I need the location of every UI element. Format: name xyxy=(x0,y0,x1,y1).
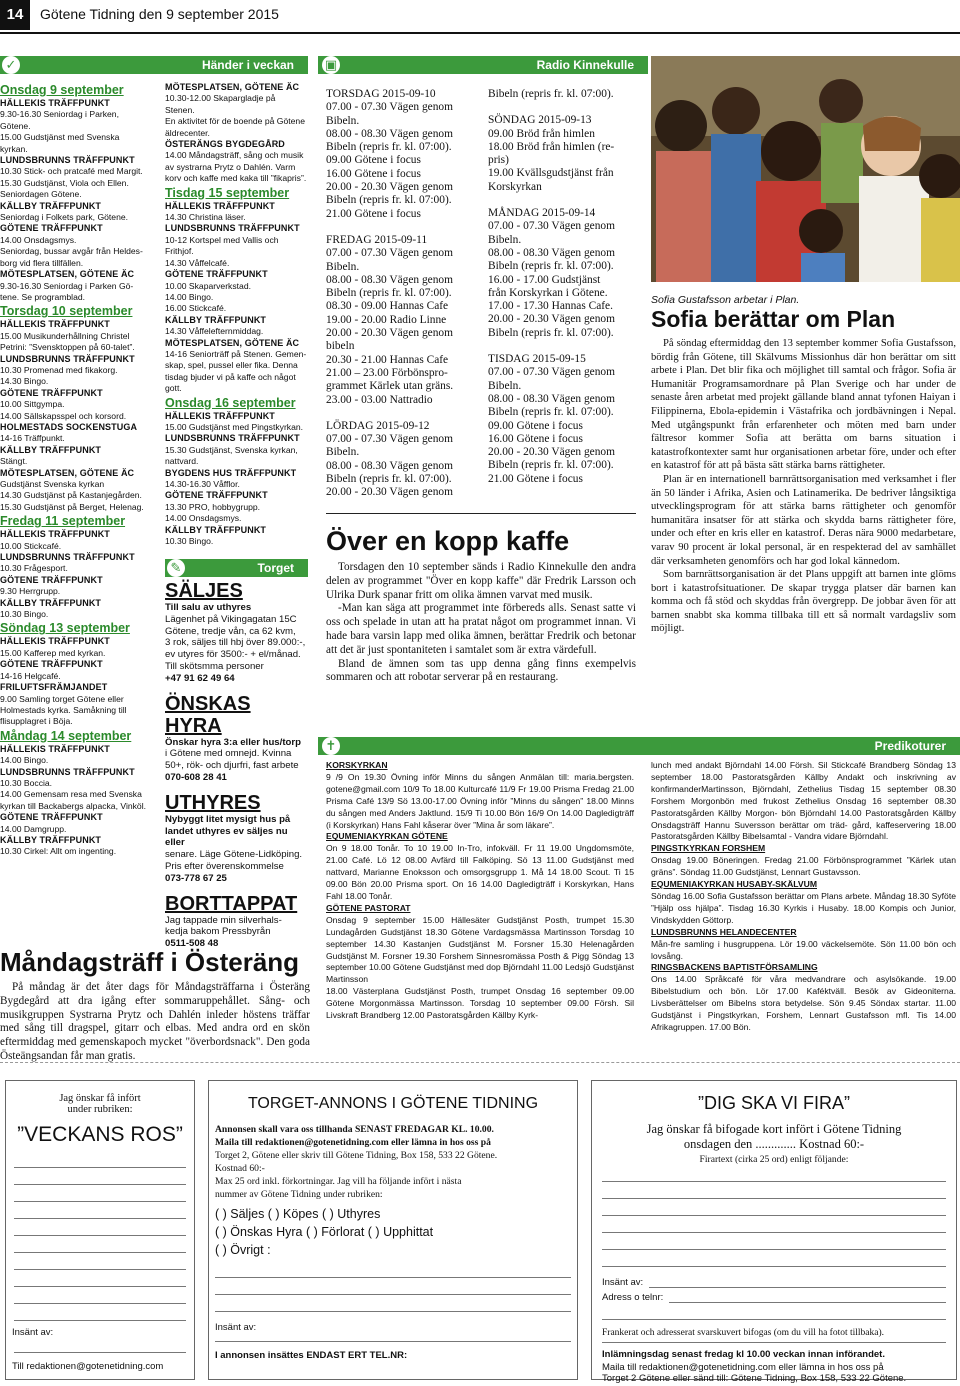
event-line: 10.30 Promenad med fikakorg. xyxy=(0,364,118,375)
radio-line: 07.00 - 07.30 Vägen genom xyxy=(488,220,615,233)
ad-line: 070-608 28 41 xyxy=(165,771,227,783)
predikoturer-right xyxy=(651,760,956,1034)
radio-line: Bibeln (repris fr. kl. 07:00). xyxy=(488,260,614,273)
fira-extra-lines[interactable] xyxy=(602,1303,946,1320)
mandag-title: Måndagsträff i Österäng xyxy=(0,947,300,977)
instruction-line: Maila till redaktionen@gotenetidning.com eller lämna in hos oss på xyxy=(215,1137,491,1148)
venue-heading: GÖTENE TRÄFFPUNKT xyxy=(0,387,103,398)
event-line: 15.30 Gudstjänst, Viola och Ellen. xyxy=(0,177,129,188)
radio-line xyxy=(326,407,491,420)
church-heading: EQUMENIAKYRKAN GÖTENE xyxy=(326,831,448,842)
radio-line: 20.30 - 21.00 Hannas Cafe xyxy=(326,353,449,366)
venue-heading: HOLMESTADS SOCKENSTUGA xyxy=(0,421,138,432)
torget-form-footer: I annonsen insättes ENDAST ERT TEL.NR: xyxy=(215,1350,408,1361)
church-schedule: Ons 14.00 Språkcafé för våra medvandrare och asylsökande. 19.00 Bibelstudium och bön. Lör 17.00 Kaféktväll. Besök av Gideoniterna. Livsberättelser om Bibelns stora betydelse. Sön 9.45 Söndax startar. 11.00 Gudstjänst i Pingstkyrkan, Forshem, Lennart Gustafsson mfl. Tis 14.00 Afrikagruppen. 17.00 Bön. xyxy=(651,974,956,1032)
radio-line: grammet Kärlek utan gräns. xyxy=(326,380,454,393)
day-heading: Torsdag 10 september xyxy=(0,304,133,319)
venue-heading: HÄLLEKIS TRÄFFPUNKT xyxy=(0,319,110,330)
event-line: gott. xyxy=(165,383,182,394)
day-heading: Måndag 14 september xyxy=(0,728,132,743)
sofia-body xyxy=(651,337,956,636)
event-line: 10.30 Stick- och pratcafé med Margit. xyxy=(0,166,143,177)
venue-heading: LUNDSBRUNNS TRÄFFPUNKT xyxy=(0,552,135,563)
venue-heading: HÄLLEKIS TRÄFFPUNKT xyxy=(0,636,110,647)
radio-line: 20.00 - 20.30 Vägen genom xyxy=(488,313,615,326)
paragraph: Plan är en internationell barnrättsorganisation med verksamhet i fler än 50 länder i Afrika, Asien och Latinamerika. De bedriver långsiktiga utvecklingsprogram för att stärka barns rättigheter och genomför humanitära insatser för att stärka och skydda barns rättigheter före, under och efter en kris eller en katastrof. Deras nära 9000 medarbetare, varav 90 procent är lokal personal, är en respekterad del av samhället där verksamheten genomförs och har god lokal kännedom. xyxy=(651,473,956,567)
venue-heading: ÖSTERÄNGS BYGDEGÅRD xyxy=(165,139,285,150)
day-heading: Fredag 11 september xyxy=(0,514,126,529)
radio-line: 23.00 - 03.00 Nattradio xyxy=(326,393,433,406)
options-row-1[interactable]: ( ) Säljes ( ) Köpes ( ) Uthyres xyxy=(215,1207,381,1221)
event-line: 10.00 Sittgympa. xyxy=(0,399,65,410)
event-line: 10.00 Stickcafé. xyxy=(0,540,62,551)
radio-line: Bibeln. xyxy=(326,260,360,273)
radio-line: FREDAG 2015-09-11 xyxy=(326,233,428,246)
page-title: Götene Tidning den 9 september 2015 xyxy=(40,6,279,22)
hander-band-label: Händer i veckan xyxy=(201,58,294,72)
torget-form-options[interactable] xyxy=(215,1205,571,1259)
venue-heading: GÖTENE TRÄFFPUNKT xyxy=(0,223,103,234)
venue-heading: LUNDSBRUNNS TRÄFFPUNKT xyxy=(0,766,135,777)
radio-line: 07.00 - 07.30 Vägen genom xyxy=(326,101,453,114)
event-line: 14.00 Gemensam resa med Svenska xyxy=(0,789,142,800)
ad-line: i Götene med omnejd. Kvinna xyxy=(165,748,292,760)
event-line: Holmestads kyrka. Samåkning till xyxy=(0,704,127,715)
ros-heading: ”VECKANS ROS” xyxy=(17,1123,183,1146)
radio-line: 08.00 - 08.30 Vägen genom xyxy=(488,246,615,259)
venue-heading: MÖTESPLATSEN, GÖTENE ÄC xyxy=(165,82,300,92)
cross-icon: ✝ xyxy=(322,737,340,755)
radio-line: MÅNDAG 2015-09-14 xyxy=(488,207,596,220)
radio-line: Bibeln (repris fr. kl. 07:00). xyxy=(488,326,614,339)
event-line: 14.30 Våffelefternmiddag. xyxy=(165,326,264,337)
venue-heading: MÖTESPLATSEN, GÖTENE ÄC xyxy=(165,337,300,348)
event-line: kyrkan. xyxy=(0,143,28,154)
venue-heading: HÄLLEKIS TRÄFFPUNKT xyxy=(165,200,275,211)
venue-heading: KÄLLBY TRÄFFPUNKT xyxy=(0,597,102,608)
event-line: 10.30 Bingo. xyxy=(0,609,49,620)
radio-line: Bibeln (repris fr. kl. 07:00). xyxy=(488,406,614,419)
venue-heading: KÄLLBY TRÄFFPUNKT xyxy=(0,200,102,211)
church-heading: GÖTENE PASTORAT xyxy=(326,902,411,913)
venue-heading: HÄLLEKIS TRÄFFPUNKT xyxy=(0,743,110,754)
page-number: 14 xyxy=(0,0,30,30)
venue-heading: HÄLLEKIS TRÄFFPUNKT xyxy=(165,410,275,421)
ad-line: Götene, tredje vån, ca 62 kvm, xyxy=(165,625,296,637)
torget-form-instructions xyxy=(215,1123,571,1201)
fira-address: Torget 2 Götene eller sänd till: Götene Tidning, Box 158, 533 22 Götene. xyxy=(602,1373,907,1384)
uthyres-body xyxy=(165,814,310,885)
radio-line: TISDAG 2015-09-15 xyxy=(488,353,586,366)
event-line: Petrini: ”Svensktoppen på 60-talet”. xyxy=(0,342,135,353)
venue-heading: MÖTESPLATSEN, GÖTENE ÄC xyxy=(0,467,135,478)
event-line: Gudstjänst Svenska kyrkan xyxy=(0,479,105,489)
radio-line: 20.00 - 20.30 Vägen genom xyxy=(488,446,615,459)
event-line: 14.00 Sällskapsspel och korsord. xyxy=(0,410,127,421)
radio-line: 08.00 - 08.30 Vägen genom xyxy=(326,127,453,140)
photo-caption: Sofia Gustafsson arbetar i Plan. xyxy=(651,294,800,306)
event-line: korv och kaffe med kaka till ”fikapris”. xyxy=(165,173,307,184)
venue-heading: GÖTENE TRÄFFPUNKT xyxy=(165,490,268,501)
check-icon: ✓ xyxy=(2,56,20,74)
event-line: 14.30 Våffelcafé. xyxy=(165,257,230,268)
radio-line: 18.00 Bröd från himlen (re- xyxy=(488,140,615,153)
event-line: 14.30 Bingo. xyxy=(0,376,49,387)
day-heading: Söndag 13 september xyxy=(0,621,130,636)
radio-line: pris) xyxy=(488,154,509,167)
radio-band-label: Radio Kinnekulle xyxy=(536,58,634,72)
ad-line: kedja bakom Pressbyrån xyxy=(165,926,271,938)
event-line: 14.00 Måndagsträff, sång och musik xyxy=(165,150,304,161)
radio-line: Bibeln (repris fr. kl. 07:00). xyxy=(326,194,452,207)
hander-column-1 xyxy=(0,82,152,858)
event-line: 14.00 Onsdagsmys. xyxy=(165,513,242,524)
instruction-line: nummer av Götene Tidning under rubriken: xyxy=(215,1189,383,1200)
ad-line: Nybyggt litet mysigt hus på xyxy=(165,813,291,825)
event-line: 10-12 Kortspel med Vallis och Frithjof. xyxy=(165,234,279,257)
mandag-body xyxy=(0,981,310,1064)
venue-heading: GÖTENE TRÄFFPUNKT xyxy=(165,269,268,280)
torget-form-lines-block[interactable] xyxy=(215,1261,571,1312)
venue-heading: KÄLLBY TRÄFFPUNKT xyxy=(165,314,267,325)
divider xyxy=(326,513,636,514)
event-line: 9.30 Herrgrupp. xyxy=(0,586,61,597)
radio-line: bibeln xyxy=(326,340,355,353)
church-schedule: Onsdag 19.00 Böneringen. Fredag 21.00 Förbönsprogrammet ”Kärlek utan gräns”. Söndag 11.00 Gudstjänst, Lennart Gustavsson. xyxy=(651,855,956,878)
radio-line: från Korskyrkan i Götene. xyxy=(488,286,608,299)
ros-line-2: under rubriken: xyxy=(67,1104,133,1115)
predikoturer-band-label: Predikoturer xyxy=(874,739,946,753)
church-schedule: Mån-fre samling i husgruppena. Lör 19.00 väckelsemöte. Sön 11.00 bön och lovsång. xyxy=(651,938,956,961)
radio-line: Bibeln. xyxy=(488,233,522,246)
page-header xyxy=(0,0,960,36)
venue-heading: GÖTENE TRÄFFPUNKT xyxy=(0,659,103,670)
fira-notice: Frankerat och adresserat svarskuvert bifogas (om du vill ha fotot tillbaka). xyxy=(602,1328,885,1338)
venue-heading: FRILUFTSFRÄMJANDET xyxy=(0,682,108,693)
torget-band-label: Torget xyxy=(257,561,294,575)
radio-line: 08.00 - 08.30 Vägen genom xyxy=(488,392,615,405)
ros-footer: Till redaktionen@gotenetidning.com xyxy=(12,1361,164,1372)
radio-line: Bibeln. xyxy=(488,379,522,392)
borttappat-body xyxy=(165,915,310,950)
ad-line: 50+, rök- och djurfri, fast arbete xyxy=(165,760,299,772)
ros-line-1: Jag önskar få infört xyxy=(59,1093,141,1104)
venue-heading: LUNDSBRUNNS TRÄFFPUNKT xyxy=(165,433,300,444)
radio-line: 16.00 Götene i focus xyxy=(488,432,583,445)
radio-line: LÖRDAG 2015-09-12 xyxy=(326,419,430,432)
radio-line: 09.00 Bröd från himlen xyxy=(488,127,595,140)
event-line: 10.30 Frågesport. xyxy=(0,563,68,574)
radio-line: 08.00 - 08.30 Vägen genom xyxy=(326,273,453,286)
church-schedule: lunch med andakt Björndahl 14.00 Försh. Sil Stickcafé Brandberg Söndag 13 september 18.00 Pastoratsgården Källby Andakt och inskrivning av konfirmanderMartinsson, Björndahl, Zethelius Tisdag 15 september 08.30 Forshem Morgonbön med frukost Zethelius Onsdag 16 september 08.30 Pastoratsgården Källby Morgon- bön Björndahl 14.00 Pastoratsgården Källby Onsdagsträff Hannu Suversson berättar om träd- gård, kaffeservering 18.00 Pastoratsgården Källby Bibelsamtal - Vandra vidare Björndahl. xyxy=(651,760,956,842)
radio-column-2 xyxy=(488,88,640,486)
event-line: 14-16 Träffpunkt. xyxy=(0,433,65,444)
event-line: 10.30 Bingo. xyxy=(165,536,214,547)
event-line: kyrkan till Backabergs alpacka, Vinköl. xyxy=(0,800,147,811)
venue-heading: KÄLLBY TRÄFFPUNKT xyxy=(0,834,102,845)
radio-line: 07.00 - 07.30 Vägen genom xyxy=(488,366,615,379)
fira-insant-label: Insänt av: xyxy=(602,1277,644,1288)
venue-heading: MÖTESPLATSEN, GÖTENE ÄC xyxy=(0,269,135,280)
church-schedule: 18.00 Västerplana Gudstjänst Posth, trumpet Onsdag 16 september 09.00 Götene Morgonmässa Martinsson. Torsdag 10 september 09.00 Försh. Sil Livskraft Brandberg 12.00 Pastoratsgården Källby Kyrk- xyxy=(326,986,634,1021)
day-heading: Onsdag 9 september xyxy=(0,83,124,97)
sofia-title: Sofia berättar om Plan xyxy=(651,306,896,332)
event-line: 15.30 Gudstjänst på Berget, Helenag. xyxy=(0,501,144,512)
ad-line: senare. Läge Götene-Lidköping. xyxy=(165,849,303,861)
options-row-3[interactable]: ( ) Övrigt : xyxy=(215,1243,271,1257)
saljes-heading: SÄLJES xyxy=(165,580,243,602)
children-photo xyxy=(651,56,960,282)
torget-form[interactable] xyxy=(208,1080,578,1380)
torget-icon: ✎ xyxy=(167,559,185,577)
event-line: tisdag bjuder vi på kaffe och något xyxy=(165,371,296,382)
event-line: 14.30 Gudstjänst på Kastanjegården. xyxy=(0,490,142,501)
event-line: 10.30 Boccia. xyxy=(0,777,53,788)
church-heading: RINGSBACKENS BAPTISTFÖRSAMLING xyxy=(651,962,818,973)
venue-heading: GÖTENE TRÄFFPUNKT xyxy=(0,574,103,585)
kaffe-article xyxy=(326,525,636,685)
paragraph: Som barnrättsorganisation är det Plans uppgift att barnen inte glöms bort i katastrofsituationer. De skapar trygga platser där barnen kan komma och få stöd och skyddas från övergrepp. De jobbar även för att barnen snabbt ska komma tillbaka till ett så normalt vardagsliv som möjligt. xyxy=(651,569,956,635)
venue-heading: BYGDENS HUS TRÄFFPUNKT xyxy=(165,467,297,478)
event-line: 9.00 Samling torget Götene eller xyxy=(0,693,124,704)
fira-rule xyxy=(602,1338,946,1343)
instruction-line: Kostnad 60:- xyxy=(215,1163,265,1174)
event-line: 10.00 Skaparverkstad. xyxy=(165,280,251,291)
options-row-2[interactable]: ( ) Önskas Hyra ( ) Förlorat ( ) Upphittat xyxy=(215,1225,434,1239)
event-line: 14.00 Bingo. xyxy=(165,291,214,302)
event-line: 14.00 Bingo. xyxy=(0,755,49,766)
ad-line: landet uthyres ev säljes nu eller xyxy=(165,825,288,849)
event-line: skap, spel, pussel eller fika. Denna xyxy=(165,360,298,371)
day-heading: Onsdag 16 september xyxy=(165,395,296,410)
event-line: 14.00 Damgrupp. xyxy=(0,823,67,834)
sofia-article xyxy=(651,305,956,636)
radio-line xyxy=(488,194,640,207)
fira-heading: ”DIG SKA VI FIRA” xyxy=(697,1093,851,1113)
event-line: 10.30-12.00 Skapargladje på Stenen. xyxy=(165,93,276,115)
event-line: 10.30 Cirkel: Allt om ingenting. xyxy=(0,846,117,857)
torget-insant-label: Insänt av: xyxy=(215,1322,257,1333)
event-line: 15.00 Gudstjänst med Svenska xyxy=(0,132,120,143)
radio-line: 19.00 - 20.00 Radio Linne xyxy=(326,313,447,326)
church-heading: PINGSTKYRKAN FORSHEM xyxy=(651,843,766,854)
radio-line: TORSDAG 2015-09-10 xyxy=(326,88,436,100)
predikoturer-left xyxy=(326,760,634,1022)
event-line: 15.00 Kafferep med kyrkan. xyxy=(0,647,106,658)
uthyres-heading: UTHYRES xyxy=(165,791,261,814)
venue-heading: KÄLLBY TRÄFFPUNKT xyxy=(0,444,102,455)
church-schedule: Söndag 16.00 Sofia Gustafsson berättar om Plans arbete. Måndag 18.30 Syföte ”Hjälp oss hjälpa”. Tisdag 16.30 Kyrkis i Husaby. 18.00 Kompis och Junior, Vindskydden Göttorp. xyxy=(651,890,956,925)
kaffe-title: Över en kopp kaffe xyxy=(326,526,570,556)
instruction-line: Max 25 ord inkl. förkortningar. Jag vill ha följande infört i nästa xyxy=(215,1176,462,1187)
mandag-article xyxy=(0,947,310,1064)
radio-line: Bibeln (repris fr. kl. 07:00). xyxy=(326,473,452,486)
radio-line xyxy=(488,101,640,114)
radio-icon: ▣ xyxy=(322,56,340,74)
paragraph: Bland de ämnen som tas upp denna gång finns exempelvis sommaren och att robotar serverar på en restaurang. xyxy=(326,657,636,684)
radio-line: 21.00 Götene i focus xyxy=(488,472,583,485)
event-line: 14.30-16.30 Våfflor. xyxy=(165,479,240,489)
ros-insant-lines[interactable] xyxy=(14,1338,186,1353)
ros-insant-label: Insänt av: xyxy=(12,1327,54,1338)
veckans-ros-form[interactable] xyxy=(5,1080,195,1380)
venue-heading: HÄLLEKIS TRÄFFPUNKT xyxy=(0,98,110,108)
saljes-body xyxy=(165,602,310,685)
instruction-line: Annonsen skall vara oss tillhanda SENAST FREDAGAR KL. 10.00. xyxy=(215,1124,494,1135)
radio-band xyxy=(318,56,648,74)
event-line: Seniordagen Götene. xyxy=(0,189,82,200)
ad-line: Till skötsmma personer xyxy=(165,660,264,672)
fira-line-2: onsdagen den ............. Kostnad 60:- xyxy=(683,1137,865,1151)
radio-line: 08.30 - 09.00 Hannas Cafe xyxy=(326,300,449,313)
fira-adress-row[interactable] xyxy=(602,1292,946,1303)
radio-line: 16.00 Götene i focus xyxy=(326,167,421,180)
children-photo-graphic xyxy=(651,56,960,282)
event-line: 15.00 Gudstjänst med Pingstkyrkan. xyxy=(165,421,304,432)
event-line: av systrarna Prytz o Dahlén. Varm xyxy=(165,161,296,172)
event-line: Seniordag, bussar avgår från Heldes- xyxy=(0,246,143,257)
event-line: 9.30-16.30 Seniordag i Parken Gö- xyxy=(0,280,134,291)
radio-line: 07.00 - 07.30 Vägen genom xyxy=(326,433,453,446)
ad-line: ev utyres för 3500:- + el/månad. xyxy=(165,649,301,661)
venue-heading: HÄLLEKIS TRÄFFPUNKT xyxy=(0,529,110,540)
event-line: 14.00 Onsdagsmys. xyxy=(0,234,77,245)
onskas-heading: ÖNSKAS HYRA xyxy=(165,692,251,737)
event-line: En aktivitet för de boende på Götene xyxy=(165,116,305,127)
header-rule xyxy=(0,32,960,34)
torget-ads xyxy=(165,572,310,950)
fira-lines[interactable] xyxy=(602,1165,946,1267)
onskas-body xyxy=(165,737,310,784)
venue-heading: LUNDSBRUNNS TRÄFFPUNKT xyxy=(165,223,300,234)
church-heading: KORSKYRKAN xyxy=(326,760,388,770)
church-heading: LUNDSBRUNNS HELANDECENTER xyxy=(651,926,797,937)
event-line: 9.30-16.30 Seniordag i Parken, xyxy=(0,109,119,120)
ad-line: +47 91 62 49 64 xyxy=(165,672,235,684)
ad-line: Till salu av uthyres xyxy=(165,602,252,613)
event-line: tene. Se programblad. xyxy=(0,291,86,302)
radio-line: Bibeln (repris fr. kl. 07:00). xyxy=(488,459,614,472)
mandag-paragraph: På måndag är det åter dags för Måndagsträffarna i Österäng Bygdegård att dra igång efter sommaruppehållet. Sång- och musikgruppen Systrarna Prytz och Dahlén inleder höstens träffar med sång till dragspel, gitarr och elbas. Med andra ord en skön eftermiddag med gemenskapoch mycket "överbordsnack". Den goda Östeängsandan får man gratis. xyxy=(0,981,310,1062)
venue-heading: LUNDSBRUNNS TRÄFFPUNKT xyxy=(0,353,135,364)
radio-line: 21.00 – 23.00 Förbönspro- xyxy=(326,366,448,379)
ad-line: 0511-508 48 xyxy=(165,938,219,950)
paragraph: På söndag eftermiddag den 13 september kommer Sofia Gustafsson, bördig från Götene, till Skälvums Missionhus där hon berättar om sitt arbete i Plan. Det blir fika och möjlighet till samtal och frågor. Sofia är Humanitär Programsamordnare på Plan Sverige och har under de senaste åren arbetat med projekt gällande bland annat tyfonen Haiyan i Filippinerna, Ebola-epidemin i Västafrika och jordbävningen i Nepal. Med utgångspunkt från erfarenheter och möten med barn under fältresor kommer Sofia att berätta om barns situation i katastrofkontexter samt hur organisationen arbetar före, under och efter en katastrof för att på bästa sätt stärka barns rättigheter. xyxy=(651,338,956,472)
borttappat-heading: BORTTAPPAT xyxy=(165,892,298,915)
venue-heading: GÖTENE TRÄFFPUNKT xyxy=(0,812,103,823)
hander-band xyxy=(0,56,308,74)
radio-line: 16.00 - 17.00 Gudstjänst xyxy=(488,273,601,286)
day-heading: Tisdag 15 september xyxy=(165,185,290,200)
fira-insant-row[interactable] xyxy=(602,1277,946,1288)
church-schedule: On 9 18.00 Tonår. To 10 19.00 In-Tro, infokväll. Fr 11 19.00 Ungdomsmöte, 21.00 Café. Lö 12 08.00 Avfärd till Falköping. Sö 13 11.00 Gudstjänst med nattvard, Marianne Enoksson och omsorgsgrupp 1. Må 14 18.00 Scout. Ti 15 09.00 Bön 20.00 Prisma sport. On 16 14.00 Dagledigträff i Korskyrkan, Hans Fahl 18.00 Tonår. xyxy=(326,843,634,901)
event-line: nattvard. xyxy=(165,456,199,467)
fira-mail: Maila till redaktionen@gotenetidning.com eller lämna in hos oss på xyxy=(602,1362,884,1373)
radio-line: 07.00 - 07.30 Vägen genom xyxy=(326,247,453,260)
event-line: äldrecenter. xyxy=(165,127,210,138)
torget-insant-line[interactable] xyxy=(215,1333,571,1342)
kaffe-body xyxy=(326,561,636,685)
ad-line: Lägenhet på Vikingagatan 15C xyxy=(165,613,297,625)
fira-adress-label: Adress o telnr: xyxy=(602,1292,664,1303)
event-line: Götene. xyxy=(0,120,31,131)
radio-line: 20.00 - 20.30 Vägen genom xyxy=(326,327,453,340)
fira-line-3: Firartext (cirka 25 ord) enligt följande: xyxy=(699,1154,849,1165)
radio-line: 08.00 - 08.30 Vägen genom xyxy=(326,459,453,472)
radio-line: Bibeln (repris fr. kl. 07:00). xyxy=(326,141,452,154)
radio-line xyxy=(488,340,640,353)
church-heading: EQUMENIAKYRKAN HUSABY-SKÄLVUM xyxy=(651,879,817,890)
ad-line: 073-778 67 25 xyxy=(165,872,227,884)
paragraph: Torsdagen den 10 september sänds i Radio Kinnekulle den andra delen av programmet "Över en kopp kaffe" där Fredrik Larsson och Ulrika Durk spanar fritt om olika ämnen varvat med musik. xyxy=(326,561,636,601)
radio-line: 17.00 - 17.30 Hannas Cafe. xyxy=(488,300,613,313)
radio-line: 20.00 - 20.30 Vägen genom xyxy=(326,181,453,194)
radio-line: 20.00 - 20.30 Vägen genom xyxy=(326,486,453,499)
fira-line-1: Jag önskar få bifogade kort infört i Götene Tidning xyxy=(646,1122,902,1136)
radio-line: 09.00 Götene i focus xyxy=(488,419,583,432)
radio-line: Bibeln. xyxy=(326,446,360,459)
radio-line: Korskyrkan xyxy=(488,180,542,193)
event-line: Stängt. xyxy=(0,456,28,467)
event-line: 13.30 PRO, hobbygrupp. xyxy=(165,501,261,512)
radio-line: Bibeln (repris fr. kl. 07:00). xyxy=(488,88,614,100)
church-schedule: Onsdag 9 september 15.00 Hällesäter Gudstjänst Posth, trumpet 15.30 Lundagården Gudstjänst 18.30 Götene Vardagsmässa Martinsson Torsdag 10 september 14.30 Kastanjen Gudstjänst M. Forsner 15.30 Helenagården Gudstjänst M. Forsner 19.30 Forshem Sinnesromässa Posth & Pigg Söndag 13 september 10.00 Götene Gudstjänst med dop Björndahl 11.00 Ledsjö Gudstjänst Martinsson xyxy=(326,914,634,985)
venue-heading: LUNDSBRUNNS TRÄFFPUNKT xyxy=(0,155,135,166)
church-schedule: 9 /9 On 19.30 Övning inför Minns du sången Anmälan till: maria.bergsten. gotene@gmail.com 10/9 To 18.00 Kulturcafé 11/9 Fr 19.00 Prisma Fredag 21.00 Prisma Café 13/9 Sö 13.00-17.00 Övning inför ”Minns du sången” 18.00 Minns du sången med Anders Jaktlund. 15/9 Ti 10.00 Bön 16/9 On 14.00 Dagledigträff (i Korskyrkan) Hans Fahl kåserar över ”Mina år som läkare”. xyxy=(326,771,634,830)
event-line: 14-16 Helgcafé. xyxy=(0,670,61,681)
instruction-line: Torget 2, Götene eller skriv till Götene Tidning, Box 158, 533 22 Götene. xyxy=(215,1150,498,1161)
radio-line: SÖNDAG 2015-09-13 xyxy=(488,114,592,127)
event-line: 15.00 Musikunderhållning Christel xyxy=(0,330,130,341)
paragraph: -Man kan säga att programmet inte förbereds alls. Senast satte vi oss och spelade in utan att ha pratat något om programmet innan. Vi hade bara varsin lapp med olika ämnen, berättar Fredrik och betonar att det är just spontaniteten i samtalet som är extra värdefull. xyxy=(326,602,636,656)
radio-line: Bibeln (repris fr. kl. 07:00). xyxy=(326,287,452,300)
event-line: 14.30 Christina läser. xyxy=(165,212,246,223)
event-line: 15.30 Gudstjänst, Svenska kyrkan, xyxy=(165,444,298,455)
venue-heading: KÄLLBY TRÄFFPUNKT xyxy=(165,524,267,535)
fira-form[interactable] xyxy=(591,1080,957,1384)
event-line: borg vid flera tillfällen. xyxy=(0,257,84,268)
radio-line: 09.00 Götene i focus xyxy=(326,154,421,167)
radio-line: Bibeln. xyxy=(326,114,360,127)
radio-line xyxy=(326,221,491,234)
radio-line: 21.00 Götene i focus xyxy=(326,207,421,220)
predikoturer-band xyxy=(318,737,960,755)
ad-line: Pris efter överenskommelse xyxy=(165,860,284,872)
torget-form-heading: TORGET-ANNONS I GÖTENE TIDNING xyxy=(247,1095,539,1112)
cut-line xyxy=(0,1062,960,1063)
radio-line: 19.00 Kvällsgudstjänst från xyxy=(488,167,614,180)
event-line: flisupplagret i Böja. xyxy=(0,716,73,727)
ros-lines[interactable] xyxy=(14,1151,186,1321)
event-line: 16.00 Stickcafé. xyxy=(165,303,227,314)
ad-line: Önskar hyra 3:a eller hus/torp xyxy=(165,736,301,748)
ad-line: 3 rok, säljes till hbj över 89.000:-, xyxy=(165,637,306,649)
ad-line: Jag tappade min silverhals- xyxy=(165,914,282,926)
radio-column-1 xyxy=(326,88,491,500)
hander-column-2 xyxy=(165,82,307,547)
event-line: 14-16 Seniorträff på Stenen. Gemen- xyxy=(165,348,307,359)
event-line: Seniordag i Folkets park, Götene. xyxy=(0,212,129,223)
fira-deadline: Inlämningsdag senast fredag kl 10.00 veckan innan införandet. xyxy=(602,1349,885,1360)
